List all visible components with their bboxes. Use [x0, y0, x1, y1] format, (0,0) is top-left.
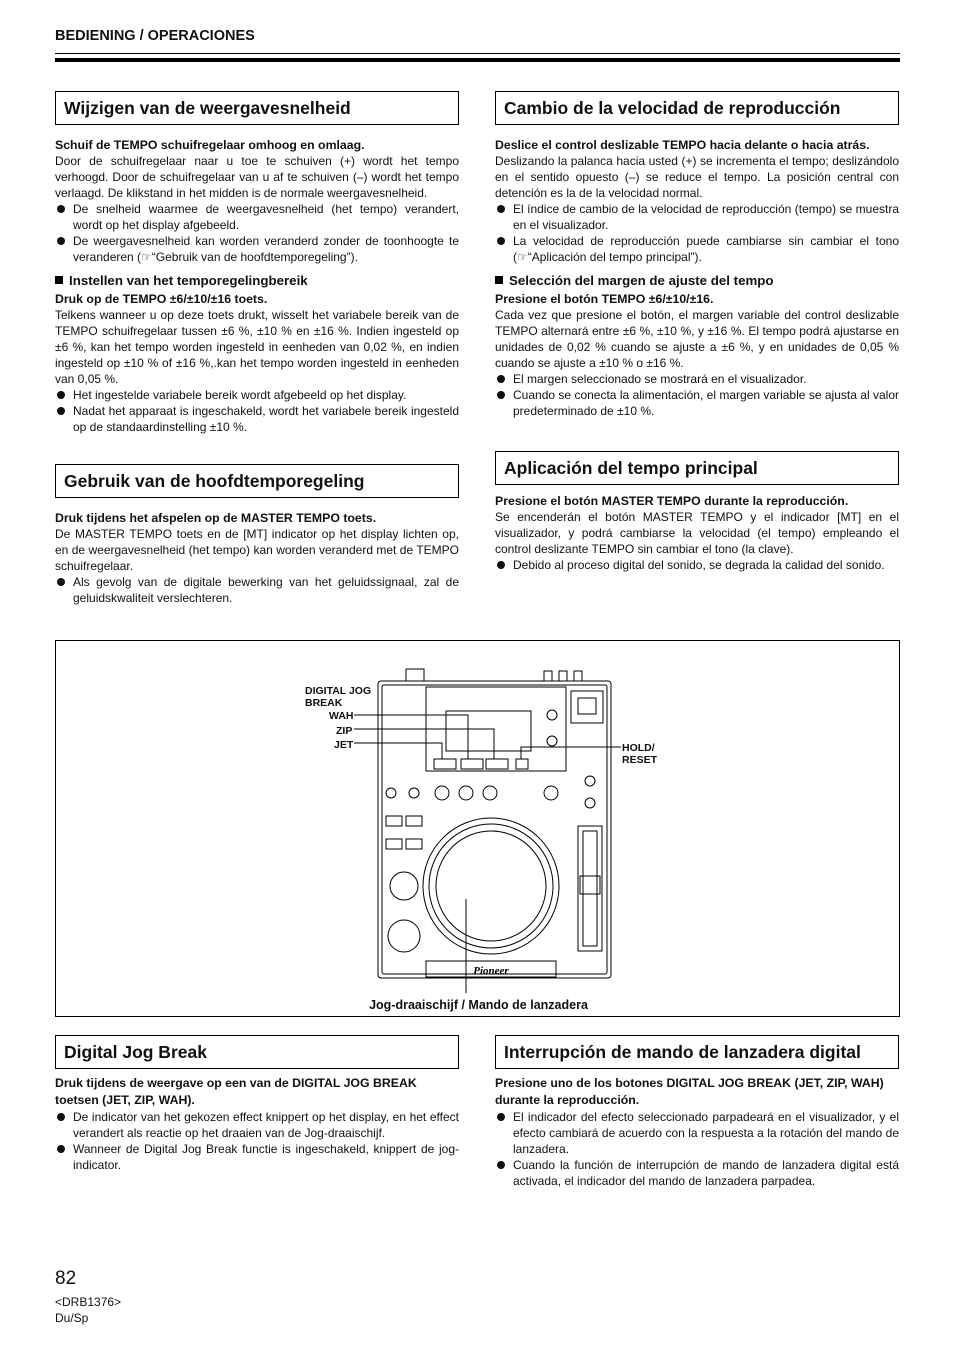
instruction: Presione uno de los botones DIGITAL JOG BREAK (JET, ZIP, WAH) durante la reproducción. [495, 1076, 884, 1107]
paragraph: Se encenderán el botón MASTER TEMPO y el indicador [MT] en el visualizador, y podrá cambiarse la velocidad (el tempo) empleando el control deslizante TEMPO sin cambiar el tono (la clave). [495, 510, 899, 556]
label-wah: WAH [329, 710, 354, 722]
footer [55, 1294, 121, 1326]
bullet-item: De weergavesnelheid kan worden veranderd zonder de toonhoogte te veranderen (☞“Gebruik van de hoofdtemporegeling”). [55, 233, 459, 265]
square-bullet-icon [495, 276, 503, 284]
label-digital-jog-break: DIGITAL JOG BREAK [305, 685, 372, 709]
bullet-item: La velocidad de reproducción puede cambiarse sin cambiar el tono (☞“Aplicación del tempo principal”). [495, 233, 899, 265]
instruction: Presione el botón TEMPO ±6/±10/±16. [495, 292, 714, 306]
brand-logo: Pioneer [473, 965, 509, 977]
label-zip: ZIP [336, 725, 353, 737]
bullet-list [55, 574, 459, 606]
language-code: Du/Sp [55, 1311, 89, 1325]
section-header: BEDIENING / OPERACIONES [55, 28, 255, 44]
instruction: Presione el botón MASTER TEMPO durante la reproducción. [495, 494, 849, 508]
figure-caption: Jog-draaischijf / Mando de lanzadera [369, 998, 588, 1012]
section-title-tempo-principal: Aplicación del tempo principal [495, 451, 899, 485]
bullet-list [55, 387, 459, 435]
bullet-list [55, 1109, 459, 1173]
cdj-player-figure [55, 640, 900, 1017]
left-column-bottom [55, 1035, 459, 1173]
bullet-item: Wanneer de Digital Jog Break functie is ingeschakeld, knippert de jog-indicator. [55, 1141, 459, 1173]
bullet-item: El margen seleccionado se mostrará en el visualizador. [495, 371, 899, 387]
bullet-item: Cuando se conecta la alimentación, el margen variable se ajusta al valor predeterminado de ±10 %. [495, 387, 899, 419]
instruction: Schuif de TEMPO schuifregelaar omhoog en omlaag. [55, 138, 365, 152]
cdj-player-drawing [56, 641, 901, 1018]
subheading-text: Selección del margen de ajuste del tempo [509, 273, 774, 288]
instruction: Druk op de TEMPO ±6/±10/±16 toets. [55, 292, 268, 306]
subheading [495, 273, 899, 289]
right-column-top [495, 91, 899, 419]
subheading-text: Instellen van het temporegelingbereik [69, 273, 308, 288]
document-code: <DRB1376> [55, 1295, 122, 1309]
instruction: Druk tijdens het afspelen op de MASTER TEMPO toets. [55, 511, 377, 525]
section-title-hoofdtemporegeling: Gebruik van de hoofdtemporegeling [55, 464, 459, 498]
bullet-item: Het ingestelde variabele bereik wordt afgebeeld op het display. [55, 387, 459, 403]
bullet-list [495, 201, 899, 265]
bullet-item: De snelheid waarmee de weergavesnelheid (het tempo) verandert, wordt op het display afgebeeld. [55, 201, 459, 233]
section-title-interrupcion: Interrupción de mando de lanzadera digital [495, 1035, 899, 1069]
left-column-middle [55, 464, 459, 606]
bullet-item: Debido al proceso digital del sonido, se degrada la calidad del sonido. [495, 557, 899, 573]
instruction: Deslice el control deslizable TEMPO hacia delante o hacia atrás. [495, 138, 870, 152]
section-title-velocidad: Cambio de la velocidad de reproducción [495, 91, 899, 125]
bullet-list [495, 371, 899, 419]
bullet-item: Cuando la función de interrupción de mando de lanzadera digital está activada, el indicador del mando de lanzadera parpadea. [495, 1157, 899, 1189]
page-number: 82 [55, 1268, 77, 1289]
bullet-item: Nadat het apparaat is ingeschakeld, wordt het variabele bereik ingesteld op de standaardinstelling ±10 %. [55, 403, 459, 435]
bullet-item: De indicator van het gekozen effect knippert op het display, en het effect verandert als reactie op het draaien van de Jog-draaischijf. [55, 1109, 459, 1141]
bullet-list [495, 557, 899, 573]
header-rule-thick [55, 58, 900, 62]
bullet-item: El índice de cambio de la velocidad de reproducción (tempo) se muestra en el visualizador. [495, 201, 899, 233]
bullet-item: Als gevolg van de digitale bewerking van het geluidssignaal, zal de geluidskwaliteit verslechteren. [55, 574, 459, 606]
right-column-middle [495, 451, 899, 573]
right-column-bottom [495, 1035, 899, 1189]
paragraph: Telkens wanneer u op deze toets drukt, wisselt het variabele bereik van de TEMPO schuifregelaar tussen ±6 %, ±10 % en ±16 %. Indien ingesteld op ±6 %, kan het tempo worden ingesteld in eenheden van 0,02 %, en indien ingesteld op ±10 % of ±16 %,.kan het tempo worden ingesteld in eenheden van 0,05 %. [55, 308, 459, 386]
paragraph: Cada vez que presione el botón, el margen variable del control deslizable TEMPO alternará entre ±6 %, ±10 %, y ±16 %. El tempo podrá ajustarse en unidades de 0,02 % cuando se ajuste a ±6 %, y en unidades de 0,05 % cuando se ajuste a ±10 % o ±16 %. [495, 308, 899, 370]
label-hold-reset: HOLD/ RESET [622, 742, 658, 766]
bullet-list [495, 1109, 899, 1189]
subheading [55, 273, 459, 289]
square-bullet-icon [55, 276, 63, 284]
section-title-digital-jog-break: Digital Jog Break [55, 1035, 459, 1069]
bullet-list [55, 201, 459, 265]
paragraph: De MASTER TEMPO toets en de [MT] indicator op het display lichten op, en de weergavesnelheid (het tempo) kan worden veranderd met de TEMPO schuifregelaar. [55, 527, 459, 573]
label-jet: JET [334, 739, 354, 751]
header-rule-thin [55, 53, 900, 54]
bullet-item: El indicador del efecto seleccionado parpadeará en el visualizador, y el efecto cambiará de acuerdo con la respuesta a la rotación del mando de lanzadera. [495, 1109, 899, 1157]
instruction: Druk tijdens de weergave op een van de DIGITAL JOG BREAK toetsen (JET, ZIP, WAH). [55, 1076, 417, 1107]
left-column-top [55, 91, 459, 435]
section-title-weergavesnelheid: Wijzigen van de weergavesnelheid [55, 91, 459, 125]
paragraph: Deslizando la palanca hacia usted (+) se incrementa el tempo; deslizándolo en el sentido opuesto (–) se reduce el tempo. La posición central con detención es la de la velocidad normal. [495, 154, 899, 200]
paragraph: Door de schuifregelaar naar u toe te schuiven (+) wordt het tempo verhoogd. Door de schuifregelaar van u af te schuiven (–) wordt het tempo verlaagd. De klikstand in het midden is de normale weergavesnelheid. [55, 154, 459, 200]
